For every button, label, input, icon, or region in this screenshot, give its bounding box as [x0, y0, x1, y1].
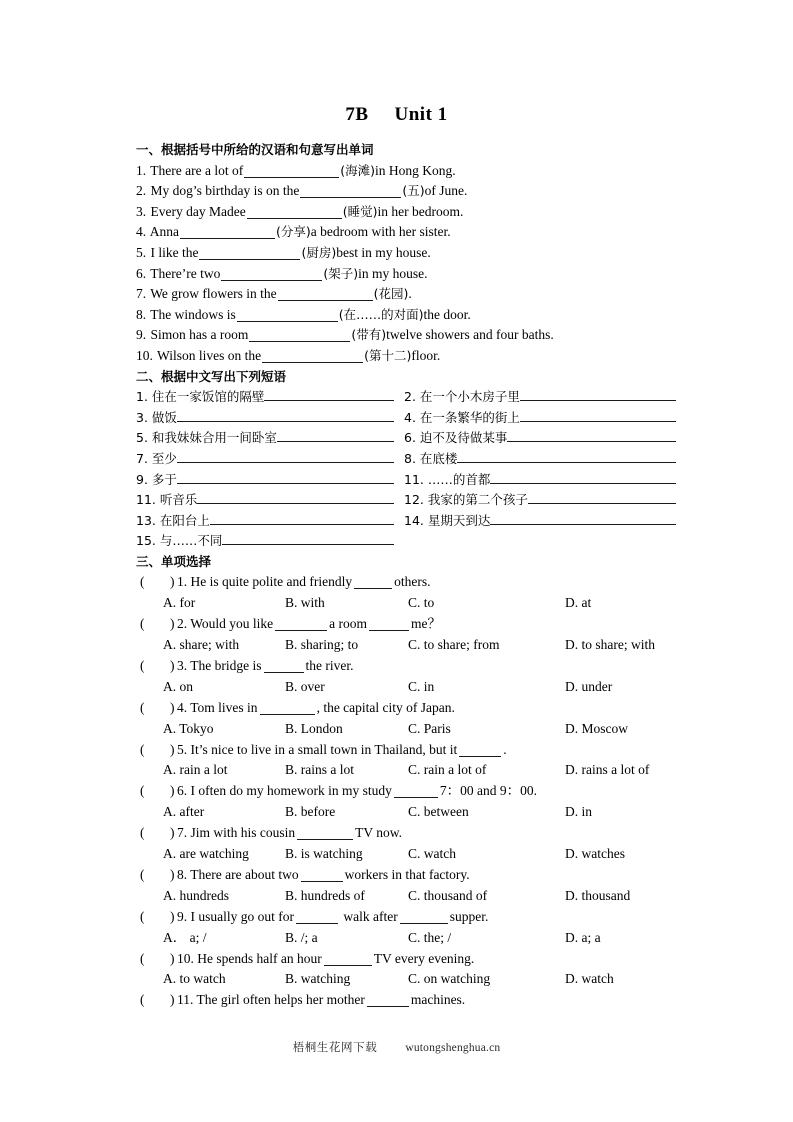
phrase-row [136, 428, 676, 449]
mc-option-a[interactable]: A. to watch [163, 971, 226, 987]
mc-question-stem [177, 698, 455, 719]
mc-question-stem [177, 614, 441, 635]
stem-text-after: others. [394, 574, 431, 590]
phrase-row [136, 449, 676, 470]
section-2-heading: 二、根据中文写出下列短语 [136, 368, 287, 384]
stem-text-before: It’s nice to live in a small town in Thailand, but it [187, 741, 458, 757]
answer-blank[interactable] [324, 953, 372, 966]
title-main: 7B [345, 104, 369, 125]
page-title [0, 104, 793, 126]
chinese-hint: (海滩) [340, 162, 375, 178]
answer-bracket-open[interactable]: ( [140, 908, 145, 924]
phrase-row [136, 511, 676, 532]
answer-bracket-close[interactable]: ) [170, 699, 175, 715]
question-number: 5. [177, 741, 188, 757]
phrase-row [136, 531, 676, 552]
answer-blank[interactable] [221, 268, 322, 281]
answer-blank[interactable] [296, 911, 338, 924]
stem-text-after: me？ [411, 616, 442, 632]
answer-blank[interactable] [300, 185, 401, 198]
item-number: 7. [136, 286, 147, 302]
sentence-text-before: Anna [147, 224, 179, 240]
sentence-text-after: a bedroom with her sister. [310, 224, 451, 240]
stem-text-before: I often do my homework in my study [187, 783, 392, 799]
fill-in-sentence [136, 346, 676, 367]
mc-option-b[interactable]: B. is watching [285, 846, 363, 862]
mc-question [136, 949, 676, 970]
phrase-row [136, 470, 676, 491]
mc-question [136, 907, 676, 928]
stem-text-after: TV every evening. [373, 950, 475, 966]
sentence-text-before: My dog’s birthday is on the [147, 183, 300, 199]
mc-question [136, 781, 676, 802]
mc-option-row [136, 802, 676, 823]
answer-blank[interactable] [301, 869, 343, 882]
fill-in-sentence [136, 325, 676, 346]
stem-text-after: TV now. [355, 825, 403, 841]
sentence-text-after: floor. [411, 347, 441, 363]
mc-option-row [136, 719, 676, 740]
item-number: 9. [136, 327, 147, 343]
phrase-item [404, 511, 676, 532]
mc-question-stem [177, 823, 402, 844]
answer-blank[interactable] [490, 470, 676, 484]
mc-option-row [136, 969, 676, 990]
answer-blank[interactable] [369, 618, 409, 631]
answer-bracket-open[interactable]: ( [140, 741, 145, 757]
sentence-text-before: We grow flowers in the [147, 286, 277, 302]
mc-question [136, 823, 676, 844]
answer-blank[interactable] [400, 911, 448, 924]
phrase-row [136, 490, 676, 511]
fill-in-sentence [136, 222, 676, 243]
stem-text-after: supper. [449, 908, 489, 924]
phrase-item [404, 408, 676, 429]
answer-bracket-open[interactable]: ( [140, 950, 145, 966]
answer-blank[interactable] [520, 387, 676, 401]
mc-option-d[interactable]: D. watch [565, 971, 614, 987]
mc-option-d[interactable]: D. to share; with [565, 637, 655, 653]
question-number: 8. [177, 866, 188, 882]
mc-question-stem [177, 740, 507, 761]
answer-bracket-open[interactable]: ( [140, 825, 145, 841]
mc-question [136, 990, 676, 1011]
chinese-hint: (花园) [373, 286, 409, 302]
mc-question [136, 698, 676, 719]
answer-bracket-open[interactable]: ( [140, 658, 145, 674]
mc-option-row [136, 677, 676, 698]
mc-option-row [136, 635, 676, 656]
question-number: 1. [177, 574, 188, 590]
phrase-label: 6. 迫不及待做某事 [404, 430, 508, 446]
phrase-label: 12. 我家的第二个孩子 [404, 492, 528, 508]
answer-bracket-open[interactable]: ( [140, 616, 145, 632]
mc-question [136, 572, 676, 593]
sentence-text-after: in her bedroom. [377, 203, 464, 219]
phrase-item [404, 490, 676, 511]
phrase-label: 7. 至少 [136, 450, 177, 466]
chinese-hint: (分享) [276, 224, 311, 240]
answer-bracket-close[interactable]: ) [170, 658, 175, 674]
answer-bracket-open[interactable]: ( [140, 574, 145, 590]
phrase-item [136, 470, 394, 491]
chinese-hint: (睡觉) [342, 203, 378, 219]
mc-option-d[interactable]: D. a; a [565, 929, 601, 945]
sentence-text-before: Wilson lives on the [153, 347, 262, 363]
phrase-label: 5. 和我妹妹合用一间卧室 [136, 430, 277, 446]
fill-in-sentence [136, 161, 676, 182]
mc-option-c[interactable]: C. in [408, 678, 435, 694]
fill-in-sentence [136, 264, 676, 285]
answer-bracket-open[interactable]: ( [140, 866, 145, 882]
question-number: 2. [177, 616, 188, 632]
mc-option-a[interactable]: A. are watching [163, 846, 249, 862]
answer-blank[interactable] [197, 490, 394, 504]
answer-blank[interactable] [237, 309, 338, 322]
question-number: 6. [177, 783, 188, 799]
fill-in-sentence [136, 202, 676, 223]
phrase-item [136, 408, 394, 429]
mc-question [136, 656, 676, 677]
sentence-text-before: There are a lot of [147, 162, 244, 178]
mc-option-a[interactable]: A. Tokyo [163, 720, 214, 736]
stem-text-before: He is quite polite and friendly [187, 574, 353, 590]
answer-blank[interactable] [177, 449, 394, 463]
phrase-row [136, 408, 676, 429]
mc-option-c[interactable]: C. between [408, 804, 469, 820]
mc-question-stem [177, 949, 474, 970]
mc-option-c[interactable]: C. the; / [408, 929, 452, 945]
stem-text-before: The bridge is [187, 658, 262, 674]
question-number: 9. [177, 908, 188, 924]
mc-option-a[interactable]: A. for [163, 595, 196, 611]
phrase-item [404, 470, 676, 491]
mc-option-d[interactable]: D. rains a lot of [565, 762, 650, 778]
phrase-label: 11. ……的首都 [404, 471, 491, 487]
stem-text-before: He spends half an hour [193, 950, 322, 966]
mc-question-stem [177, 781, 537, 802]
phrase-label: 2. 在一个小木房子里 [404, 389, 520, 405]
chinese-hint: (带有) [351, 327, 387, 343]
mc-option-a[interactable]: A. hundreds [163, 887, 229, 903]
phrase-item [404, 449, 676, 470]
answer-bracket-close[interactable]: ) [170, 950, 175, 966]
answer-blank[interactable] [367, 994, 409, 1007]
answer-blank[interactable] [275, 618, 327, 631]
chinese-hint: (架子) [323, 265, 359, 281]
answer-blank[interactable] [260, 702, 315, 715]
mc-option-a[interactable]: A． a; / [163, 929, 207, 945]
fill-in-sentence [136, 181, 676, 202]
mc-option-a[interactable]: A. after [163, 804, 205, 820]
answer-blank[interactable] [222, 531, 394, 545]
answer-blank[interactable] [177, 470, 394, 484]
answer-blank[interactable] [457, 449, 676, 463]
footer [0, 1039, 793, 1055]
answer-bracket-close[interactable]: ) [170, 825, 175, 841]
mc-option-c[interactable]: C. thousand of [408, 887, 488, 903]
mc-option-b[interactable]: B. before [285, 804, 336, 820]
mc-option-c[interactable]: C. on watching [408, 971, 491, 987]
phrase-label: 1. 住在一家饭馆的隔壁 [136, 389, 265, 405]
mc-option-d[interactable]: D. Moscow [565, 720, 628, 736]
mc-option-c[interactable]: C. to share; from [408, 637, 500, 653]
answer-blank[interactable] [264, 660, 304, 673]
section-2-list [136, 387, 676, 552]
mc-option-row [136, 886, 676, 907]
stem-text-before: Jim with his cousin [187, 825, 296, 841]
mc-option-a[interactable]: A. share; with [163, 637, 240, 653]
answer-bracket-open[interactable]: ( [140, 699, 145, 715]
stem-text-before: I usually go out for [187, 908, 294, 924]
answer-blank[interactable] [244, 165, 339, 178]
answer-bracket-close[interactable]: ) [170, 992, 175, 1008]
phrase-label: 11. 听音乐 [136, 492, 198, 508]
section-1-heading: 一、根据括号中所给的汉语和句意写出单词 [136, 142, 374, 157]
sentence-text-after: . [408, 286, 412, 302]
answer-blank[interactable] [520, 408, 676, 422]
stem-text-after: workers in that factory. [344, 866, 470, 882]
footer-site-name: 梧桐生花网下载 [292, 1040, 378, 1054]
answer-bracket-close[interactable]: ) [170, 908, 175, 924]
mc-question [136, 614, 676, 635]
answer-bracket-close[interactable]: ) [170, 616, 175, 632]
mc-option-b[interactable]: B. sharing; to [285, 637, 359, 653]
phrase-label: 3. 做饭 [136, 409, 177, 425]
phrase-label: 15. 与……不同 [136, 533, 223, 549]
sentence-text-after: the door. [423, 306, 471, 322]
item-number: 2. [136, 183, 147, 199]
phrase-label: 14. 星期天到达 [404, 512, 491, 528]
question-number: 11. [177, 992, 194, 1008]
stem-text-before: Would you like [187, 616, 274, 632]
fill-in-sentence [136, 305, 676, 326]
answer-blank[interactable] [490, 511, 676, 525]
sentence-text-after: in Hong Kong. [374, 162, 456, 178]
chinese-hint: (第十二) [364, 347, 412, 363]
item-number: 1. [136, 162, 147, 178]
mc-question-stem [177, 865, 470, 886]
sentence-text-before: I like the [147, 244, 199, 260]
answer-blank[interactable] [249, 329, 350, 342]
answer-blank[interactable] [507, 428, 676, 442]
phrase-label: 13. 在阳台上 [136, 512, 210, 528]
sentence-text-after: in my house. [358, 265, 428, 281]
mc-option-row [136, 760, 676, 781]
section-3-list [136, 572, 676, 1011]
document-body [136, 140, 676, 1011]
question-number: 3. [177, 658, 188, 674]
answer-blank[interactable] [297, 827, 353, 840]
mc-option-c[interactable]: C. watch [408, 846, 456, 862]
mc-option-row [136, 844, 676, 865]
sentence-text-before: The windows is [147, 306, 236, 322]
chinese-hint: (五) [402, 183, 425, 199]
mc-option-b[interactable]: B. watching [285, 971, 351, 987]
stem-text-after: machines. [410, 992, 466, 1008]
phrase-label: 9. 多于 [136, 471, 177, 487]
answer-bracket-open[interactable]: ( [140, 992, 145, 1008]
section-1-list [136, 161, 676, 367]
phrase-item [136, 428, 394, 449]
mc-option-d[interactable]: D. in [565, 804, 592, 820]
mc-option-d[interactable]: D. watches [565, 846, 625, 862]
mc-option-d[interactable]: D. at [565, 595, 592, 611]
chinese-hint: (在……的对面) [338, 306, 424, 322]
sentence-text-after: twelve showers and four baths. [386, 327, 554, 343]
stem-text-before: There are about two [187, 866, 299, 882]
sentence-text-before: Every day Madee [147, 203, 246, 219]
sentence-text-before: Simon has a room [147, 327, 249, 343]
mc-question-stem [177, 572, 430, 593]
item-number: 10. [136, 347, 153, 363]
answer-blank[interactable] [180, 226, 275, 239]
answer-blank[interactable] [528, 490, 676, 504]
phrase-item [404, 428, 676, 449]
chinese-hint: (厨房) [301, 244, 337, 260]
question-number: 4. [177, 699, 188, 715]
mc-option-c[interactable]: C. Paris [408, 720, 451, 736]
answer-bracket-close[interactable]: ) [170, 574, 175, 590]
item-number: 4. [136, 224, 147, 240]
mc-option-row [136, 593, 676, 614]
stem-text-before: Tom lives in [187, 699, 258, 715]
answer-blank[interactable] [177, 408, 394, 422]
item-number: 3. [136, 203, 147, 219]
stem-text-after: 7：00 and 9：00. [439, 783, 537, 799]
footer-site-url: wutongshenghua.cn [405, 1042, 501, 1054]
answer-bracket-open[interactable]: ( [140, 783, 145, 799]
question-number: 7. [177, 825, 188, 841]
stem-text-middle: walk after [340, 908, 398, 924]
mc-option-d[interactable]: D. under [565, 678, 613, 694]
stem-text-after: the river. [305, 658, 354, 674]
mc-option-b[interactable]: B. with [285, 595, 325, 611]
answer-bracket-close[interactable]: ) [170, 741, 175, 757]
mc-option-row [136, 928, 676, 949]
question-number: 10. [177, 950, 194, 966]
answer-blank[interactable] [247, 206, 342, 219]
stem-text-after: . [503, 741, 507, 757]
stem-text-after: , the capital city of Japan. [316, 699, 455, 715]
mc-question-stem [177, 907, 488, 928]
phrase-item [404, 387, 676, 408]
mc-question [136, 740, 676, 761]
mc-option-d[interactable]: D. thousand [565, 887, 631, 903]
mc-option-c[interactable]: C. to [408, 595, 435, 611]
answer-blank[interactable] [459, 744, 501, 757]
phrase-item [136, 387, 394, 408]
stem-text-middle: a room [329, 616, 368, 632]
mc-option-b[interactable]: B. over [285, 678, 325, 694]
answer-blank[interactable] [262, 350, 363, 363]
item-number: 5. [136, 244, 147, 260]
phrase-label: 8. 在底楼 [404, 450, 458, 466]
item-number: 8. [136, 306, 147, 322]
mc-option-a[interactable]: A. rain a lot [163, 762, 228, 778]
mc-option-c[interactable]: C. rain a lot of [408, 762, 487, 778]
answer-blank[interactable] [278, 288, 373, 301]
mc-option-a[interactable]: A. on [163, 678, 193, 694]
answer-blank[interactable] [394, 785, 438, 798]
answer-blank[interactable] [277, 428, 394, 442]
mc-option-b[interactable]: B. rains a lot [285, 762, 354, 778]
item-number: 6. [136, 265, 147, 281]
phrase-item [136, 490, 394, 511]
phrase-row [136, 387, 676, 408]
fill-in-sentence [136, 284, 676, 305]
answer-bracket-close[interactable]: ) [170, 783, 175, 799]
answer-blank[interactable] [354, 576, 392, 589]
phrase-item [136, 531, 394, 552]
mc-question [136, 865, 676, 886]
phrase-item [136, 449, 394, 470]
answer-bracket-close[interactable]: ) [170, 866, 175, 882]
sentence-text-after: best in my house. [336, 244, 431, 260]
answer-blank[interactable] [210, 511, 394, 525]
stem-text-before: The girl often helps her mother [193, 992, 365, 1008]
answer-blank[interactable] [264, 387, 394, 401]
mc-question-stem [177, 656, 353, 677]
mc-option-b[interactable]: B. hundreds of [285, 887, 365, 903]
fill-in-sentence [136, 243, 676, 264]
sentence-text-before: There’re two [147, 265, 221, 281]
phrase-item [136, 511, 394, 532]
sentence-text-after: of June. [424, 183, 468, 199]
phrase-label: 4. 在一条繁华的街上 [404, 409, 520, 425]
mc-question-stem [177, 990, 465, 1011]
title-sub: Unit 1 [394, 104, 448, 125]
mc-option-b[interactable]: B. London [285, 720, 343, 736]
section-3-heading: 三、单项选择 [136, 553, 212, 569]
mc-option-b[interactable]: B. /; a [285, 929, 318, 945]
answer-blank[interactable] [199, 247, 300, 260]
